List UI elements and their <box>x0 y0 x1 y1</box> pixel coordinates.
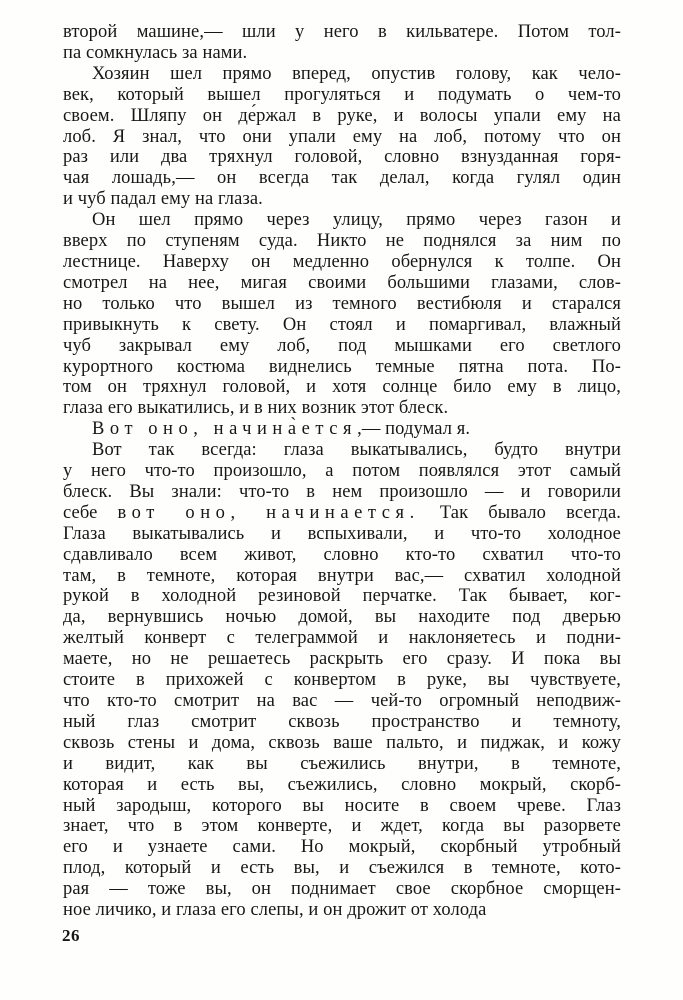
text-line <box>63 273 621 294</box>
text-line <box>63 43 621 64</box>
text-line <box>63 879 621 900</box>
text-line <box>63 524 621 545</box>
text-segment: его и узнаете сами. Но мокрый, скорбный утробный <box>63 837 621 858</box>
text-segment: том он тряхнул головой, и хотя солнце било ему в лицо, <box>63 377 621 398</box>
text-line <box>63 691 621 712</box>
text-segment: чуб закрывал ему лоб, под мышками его светлого <box>63 335 621 356</box>
text-segment: знает, что в этом конверте, и ждет, когда вы разорвете <box>63 816 621 837</box>
text-segment: Глаза выкатывались и вспыхивали, и что-то холодное <box>63 523 621 544</box>
page-number: 26 <box>62 926 80 945</box>
text-line <box>63 85 621 106</box>
text-line <box>63 816 621 837</box>
text-line <box>63 64 621 85</box>
text-line <box>63 586 621 607</box>
text-segment: маете, но не решаетесь раскрыть его сразу. И пока вы <box>63 649 621 670</box>
text-line <box>63 482 621 503</box>
paragraph <box>63 64 621 210</box>
paragraph <box>63 440 621 921</box>
text-line <box>63 315 621 336</box>
emphasized-text: Вот оно, начина̀ется <box>92 419 358 440</box>
text-segment: себе <box>63 502 118 523</box>
text-segment: век, который вышел прогуляться и подумать о чем-то <box>63 84 621 105</box>
text-line <box>63 733 621 754</box>
emphasized-text: вот оно, начинается. <box>117 502 420 523</box>
text-line <box>63 294 621 315</box>
text-segment: плод, который и есть вы, и съежился в темноте, кото- <box>63 858 621 879</box>
text-segment: курортного костюма виднелись темные пятна пота. По- <box>63 356 621 377</box>
text-line <box>63 628 621 649</box>
text-line <box>63 106 621 127</box>
text-segment: что кто-то смотрит на вас — чей-то огромный неподвиж- <box>63 691 621 711</box>
text-line <box>63 377 621 398</box>
text-segment: сквозь стены и дома, сквозь ваше пальто, и пиджак, и кожу <box>63 732 621 753</box>
text-block <box>63 22 621 921</box>
text-segment: рукой в холодной резиновой перчатке. Так бывает, ког- <box>63 586 621 607</box>
text-segment: лоб. Я знал, что они упали ему на лоб, потому что он <box>63 126 621 147</box>
text-line <box>63 127 621 148</box>
text-line <box>63 545 621 566</box>
text-line <box>63 252 621 273</box>
text-segment: стоите в прихожей с конвертом в руке, вы чувствуете, <box>63 670 621 691</box>
text-line <box>63 796 621 817</box>
text-segment: ное личико, и глаза его слепы, и он дрожит от холода <box>63 900 487 921</box>
text-line <box>63 461 621 482</box>
text-segment: и видит, как вы съежились внутри, в темноте, <box>63 753 621 774</box>
text-segment: па сомкнулась за нами. <box>63 42 248 63</box>
text-segment: которая и есть вы, съежились, словно мокрый, скорб- <box>63 774 621 795</box>
text-segment: привыкнуть к свету. Он стоял и помаргивал, влажный <box>63 314 621 335</box>
text-segment: там, в темноте, которая внутри вас,— схватил холодной <box>63 565 621 586</box>
text-line <box>63 336 621 357</box>
text-line <box>63 398 621 419</box>
text-segment: сдавливало всем живот, словно кто-то схватил что-то <box>63 544 621 565</box>
text-line <box>63 754 621 775</box>
text-segment: Хозяин шел прямо вперед, опустив голову, как чело- <box>92 63 621 84</box>
text-segment: Вот так всегда: глаза выкатывались, будто внутри <box>92 440 621 461</box>
paragraph <box>63 210 621 419</box>
text-line <box>63 357 621 378</box>
text-segment: своем. Шляпу он де́ржал в руке, и волосы упали ему на <box>63 105 621 126</box>
text-line <box>63 231 621 252</box>
text-line <box>63 712 621 733</box>
text-segment: у него что-то произошло, а потом появлялся этот самый <box>63 461 621 482</box>
text-segment: блеск. Вы знали: что-то в нем произошло — и говорили <box>63 481 621 502</box>
text-segment: глаза его выкатились, и в них возник этот блеск. <box>63 398 449 419</box>
text-line <box>63 649 621 670</box>
text-line <box>63 775 621 796</box>
text-line <box>63 900 621 921</box>
text-line <box>63 210 621 231</box>
text-segment: вверх по ступеням суда. Никто не поднялся за ним по <box>63 231 621 252</box>
text-segment: ,— подумал я. <box>357 419 471 440</box>
text-segment: да, вернувшись ночью домой, вы находите под дверью <box>63 607 621 628</box>
text-line <box>63 858 621 879</box>
text-line <box>63 168 621 189</box>
text-segment: желтый конверт с телеграммой и наклоняетесь и подни- <box>63 628 621 649</box>
text-segment: чая лошадь,— он всегда так делал, когда гулял один <box>63 168 621 189</box>
text-line <box>63 22 621 43</box>
text-segment: но только что вышел из темного вестибюля и старался <box>63 293 621 314</box>
text-segment: второй машине,— шли у него в кильватере. Потом тол- <box>63 22 621 42</box>
text-line <box>63 503 621 524</box>
text-line <box>63 189 621 210</box>
text-segment: и чуб падал ему на глаза. <box>63 189 263 210</box>
text-segment: Он шел прямо через улицу, прямо через газон и <box>92 210 621 231</box>
text-line <box>63 837 621 858</box>
text-line <box>63 566 621 587</box>
paragraph <box>63 419 621 440</box>
text-segment: ный глаз смотрит сквозь пространство и темноту, <box>63 711 621 732</box>
text-segment: раз или два тряхнул головой, словно взнузданная горя- <box>63 147 621 168</box>
text-segment: Так бывало всегда. <box>419 502 621 523</box>
text-line <box>63 607 621 628</box>
text-segment: смотрел на нее, мигая своими большими глазами, слов- <box>63 272 621 293</box>
paragraph <box>63 22 621 64</box>
text-segment: ный зародыш, которого вы носите в своем чреве. Глаз <box>63 795 621 816</box>
text-line <box>63 419 621 440</box>
text-segment: рая — тоже вы, он поднимает свое скорбное сморщен- <box>63 879 621 900</box>
text-line <box>63 440 621 461</box>
text-segment: лестнице. Наверху он медленно обернулся к толпе. Он <box>63 251 621 272</box>
text-line <box>63 670 621 691</box>
text-line <box>63 147 621 168</box>
